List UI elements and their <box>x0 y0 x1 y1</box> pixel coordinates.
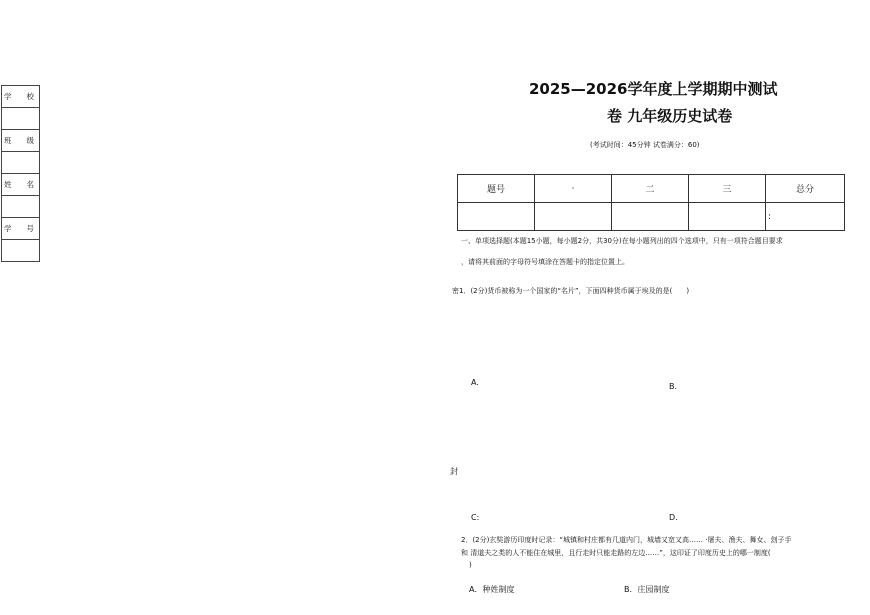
margin-seal-char: 封 <box>450 467 458 476</box>
info-label-class: 班 级 <box>2 130 40 152</box>
score-cell[interactable] <box>535 203 612 231</box>
score-header-3: 三 <box>689 175 766 203</box>
q2-option-b[interactable]: B．庄园制度 <box>624 585 670 594</box>
info-field-id[interactable] <box>2 240 40 262</box>
student-info-table <box>1 85 40 262</box>
q1-option-b[interactable]: B. <box>669 382 678 391</box>
q1-option-d[interactable]: D. <box>669 513 678 522</box>
score-header-1: · <box>535 175 612 203</box>
section1-instructions-line2: ，请将其前面的字母符号填涂在答题卡的指定位置上。 <box>461 258 629 266</box>
exam-subtitle: (考试时间：45分钟 试卷满分：60) <box>590 141 700 149</box>
section1-instructions-line1: 一、单项选择题(本题15小题，每小题2分，共30分)在每小题列出的四个选项中，只有一项符合题目要求 <box>461 237 783 245</box>
score-header-question: 题号 <box>458 175 535 203</box>
info-field-school[interactable] <box>2 108 40 130</box>
question-2-line2: 和 清道夫之类的人不能住在城里，且行走时只能走路的左边……”，这印证了印度历史上的哪一制度( <box>461 549 771 557</box>
info-field-class[interactable] <box>2 152 40 174</box>
q2-option-a[interactable]: A．种姓制度 <box>469 585 515 594</box>
info-label-id: 学 号 <box>2 218 40 240</box>
info-label-school: 学 校 <box>2 86 40 108</box>
info-field-name[interactable] <box>2 196 40 218</box>
exam-title-line2: 卷 九年级历史试卷 <box>607 107 733 125</box>
q1-option-a[interactable]: A. <box>471 378 479 387</box>
question-2-line3: ) <box>469 561 472 569</box>
question-1-text: 密1．(2分)货币被称为一个国家的“名片”，下面四种货币属于埃及的是( ) <box>452 287 690 295</box>
exam-title-line1: 2025—2026学年度上学期期中测试 <box>529 80 778 98</box>
score-table <box>457 174 845 231</box>
q1-option-c[interactable]: C: <box>471 513 480 522</box>
info-label-name: 姓 名 <box>2 174 40 196</box>
score-cell-total[interactable]: : <box>766 203 845 231</box>
score-header-2: 二 <box>612 175 689 203</box>
score-header-total: 总分 <box>766 175 845 203</box>
question-2-line1: 2．(2分)玄奘游历印度时记录：“城镇和村庄都有几道内门，城墙又宽又高…… ·屠夫、渔夫、舞女、刽子手 <box>461 536 792 544</box>
score-cell[interactable] <box>689 203 766 231</box>
score-cell[interactable] <box>612 203 689 231</box>
score-cell[interactable] <box>458 203 535 231</box>
